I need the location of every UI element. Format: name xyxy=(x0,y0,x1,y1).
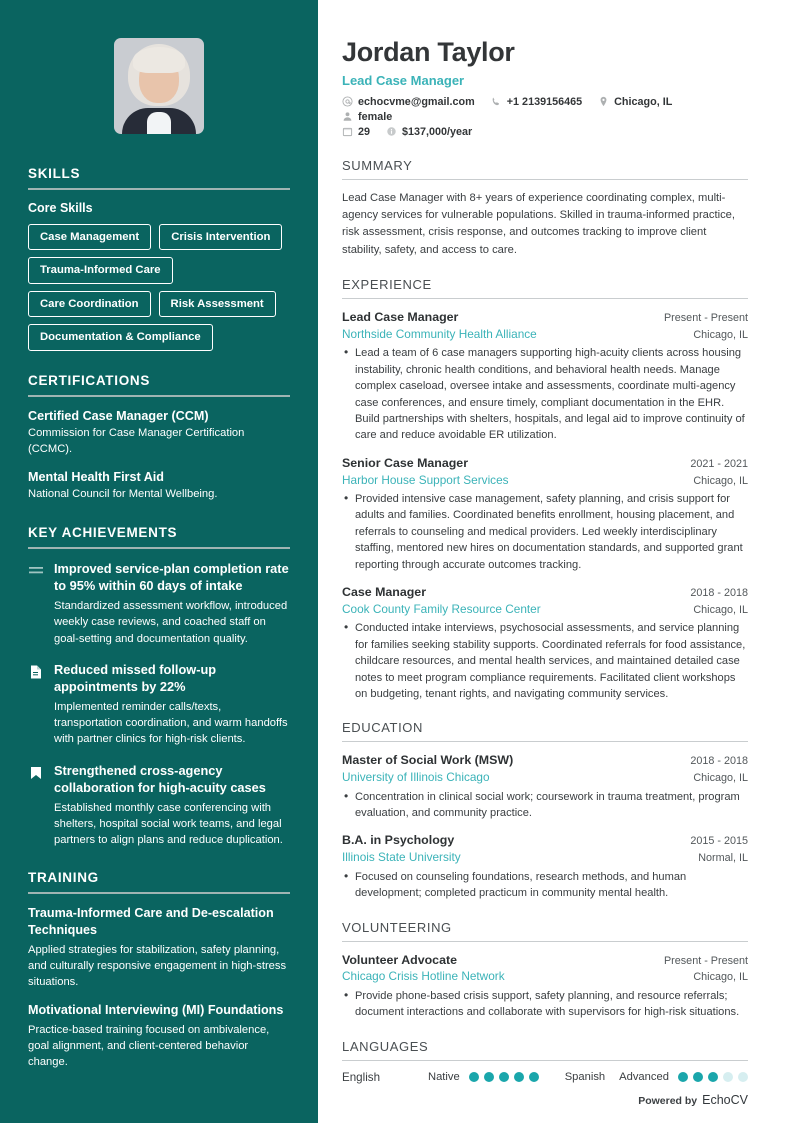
entry-location: Chicago, IL xyxy=(693,603,748,616)
rating-dot xyxy=(738,1072,748,1082)
education-section xyxy=(342,720,748,901)
skills-tag-list xyxy=(28,224,290,351)
entry-bullet: • Focused on counseling foundations, research methods, and human development; completed practicum in community mental health. xyxy=(342,869,748,902)
entry-date: 2021 - 2021 xyxy=(690,457,748,470)
language-level: Native xyxy=(428,1071,460,1084)
training-item xyxy=(28,905,290,990)
achievement-title: Improved service-plan completion rate to 95% within 60 days of intake xyxy=(54,561,289,594)
certification-item xyxy=(28,408,290,458)
experience-divider xyxy=(342,298,748,299)
volunteering-heading: VOLUNTEERING xyxy=(342,919,452,935)
entry-bullets xyxy=(342,869,748,902)
achievement-description: Implemented reminder calls/texts, transportation coordination, and warm handoffs with partner clinics for high-risk clients. xyxy=(54,700,288,746)
email-icon xyxy=(342,96,353,107)
certifications-divider xyxy=(28,395,290,397)
bookmark-icon xyxy=(28,762,44,849)
volunteering-divider xyxy=(342,941,748,942)
entry-title: Case Manager xyxy=(342,585,427,600)
training-item xyxy=(28,1002,290,1070)
languages-divider xyxy=(342,1060,748,1061)
entry-bullet: • Concentration in clinical social work; coursework in trauma treatment, program evaluation, and community practice. xyxy=(342,789,748,822)
volunteering-section xyxy=(342,920,748,1021)
key-achievements-section xyxy=(28,525,290,848)
entry-bullet: • Conducted intake interviews, psychosocial assessments, and service planning for families seeking stability supports. Coordinated referrals for food assistance, childcare resources, and mental health services, and maintained detailed case notes to meet program compliance requirements. Facilitated client workshops on budgeting, tenant rights, and navigating community services. xyxy=(342,620,748,702)
language-level: Advanced xyxy=(619,1071,669,1084)
entry-subheader xyxy=(342,849,748,866)
language-rating-dots xyxy=(469,1072,539,1082)
training-divider xyxy=(28,892,290,894)
skill-tag: Case Management xyxy=(28,224,151,250)
entry-header xyxy=(342,952,748,969)
phone-icon xyxy=(491,96,502,107)
entry-location: Chicago, IL xyxy=(693,328,748,341)
entry-header xyxy=(342,584,748,601)
skills-divider xyxy=(28,188,290,190)
experience-section xyxy=(342,277,748,702)
entry-subheader xyxy=(342,601,748,618)
achievement-item xyxy=(28,762,290,849)
skills-section xyxy=(28,166,290,351)
entry-location: Normal, IL xyxy=(698,852,748,865)
training-description: Practice-based training focused on ambivalence, goal alignment, and client-centered behavior change. xyxy=(28,1023,270,1069)
education-entry xyxy=(342,752,748,821)
entry-bullets xyxy=(342,491,748,573)
entry-organization: Northside Community Health Alliance xyxy=(342,326,537,341)
entry-location: Chicago, IL xyxy=(693,474,748,487)
photo-fringe xyxy=(133,47,185,73)
contact-email[interactable] xyxy=(342,96,475,108)
experience-entry xyxy=(342,455,748,573)
entry-bullets xyxy=(342,345,748,443)
skill-tag: Documentation & Compliance xyxy=(28,324,213,350)
education-divider xyxy=(342,741,748,742)
entry-title: Master of Social Work (MSW) xyxy=(342,753,514,768)
achievement-body xyxy=(54,661,290,748)
key-achievements-divider xyxy=(28,547,290,549)
achievement-title: Reduced missed follow-up appointments by 22% xyxy=(54,661,217,694)
certification-name: Mental Health First Aid xyxy=(28,469,164,484)
contact-salary-text: $137,000/year xyxy=(402,125,473,138)
entry-bullets xyxy=(342,988,748,1021)
entry-subheader xyxy=(342,968,748,985)
contact-age xyxy=(342,126,370,138)
entry-bullets xyxy=(342,789,748,822)
contact-gender xyxy=(342,111,392,123)
achievement-description: Established monthly case conferencing with shelters, hospital social work teams, and legal partners to align plans and reduce duplication. xyxy=(54,801,283,847)
training-heading: TRAINING xyxy=(28,870,99,886)
entry-bullet: • Provide phone-based crisis support, safety planning, and resource referrals; document interactions and collaborate with supervisors for high-risk situations. xyxy=(342,988,748,1021)
languages-heading: LANGUAGES xyxy=(342,1038,429,1054)
rating-dot xyxy=(693,1072,703,1082)
summary-heading: SUMMARY xyxy=(342,157,413,173)
entry-subheader xyxy=(342,472,748,489)
contact-row-primary xyxy=(342,96,748,123)
education-heading: EDUCATION xyxy=(342,720,423,736)
lines-icon xyxy=(28,560,44,647)
entry-date: Present - Present xyxy=(663,312,748,325)
certification-name: Certified Case Manager (CCM) xyxy=(28,408,209,423)
training-name: Trauma-Informed Care and De-escalation Techniques xyxy=(28,906,274,937)
entry-header xyxy=(342,455,748,472)
entry-subheader xyxy=(342,326,748,343)
achievement-body xyxy=(54,560,290,647)
achievement-body xyxy=(54,762,290,849)
volunteering-entry xyxy=(342,952,748,1021)
experience-entry xyxy=(342,584,748,702)
entry-organization: Cook County Family Resource Center xyxy=(342,601,541,616)
entry-header xyxy=(342,309,748,326)
training-name: Motivational Interviewing (MI) Foundations xyxy=(28,1003,284,1018)
contact-salary xyxy=(386,126,472,138)
certification-item xyxy=(28,469,290,503)
entry-header xyxy=(342,832,748,849)
certifications-heading: CERTIFICATIONS xyxy=(28,372,151,388)
contact-gender-text: female xyxy=(358,110,393,123)
achievement-item xyxy=(28,560,290,647)
language-item xyxy=(565,1071,748,1083)
photo-shirt xyxy=(147,112,171,134)
entry-bullet: • Lead a team of 6 case managers supporting high-acuity clients across housing instability, chronic health conditions, and behavioral health needs. Manage complex caseload, oversee intake and assessments, coordinate multi-agency case conferences, and ensure timely, compliant documentation in the EHR. Build partnerships with shelters, hospitals, and legal aid to improve continuity of care and reduce avoidable ER utilization. xyxy=(342,345,748,443)
skill-tag: Trauma-Informed Care xyxy=(28,257,173,283)
experience-entry xyxy=(342,309,748,444)
skills-subheading: Core Skills xyxy=(28,201,93,215)
avatar-container xyxy=(28,38,290,134)
footer-brand: EchoCV xyxy=(702,1093,748,1107)
entry-organization: University of Illinois Chicago xyxy=(342,770,490,785)
skill-tag: Crisis Intervention xyxy=(159,224,282,250)
entry-subheader xyxy=(342,769,748,786)
language-item xyxy=(342,1071,539,1084)
entry-organization: Chicago Crisis Hotline Network xyxy=(342,969,505,984)
info-icon xyxy=(386,126,397,137)
language-name: Spanish xyxy=(564,1071,606,1084)
summary-section xyxy=(342,158,748,259)
person-icon xyxy=(342,111,353,122)
rating-dot xyxy=(529,1072,539,1082)
rating-dot xyxy=(499,1072,509,1082)
location-icon xyxy=(598,96,609,107)
entry-title: Senior Case Manager xyxy=(342,455,469,470)
rating-dot xyxy=(484,1072,494,1082)
training-description: Applied strategies for stabilization, safety planning, and culturally responsive engagement in high-stress situations. xyxy=(28,943,287,989)
entry-bullets xyxy=(342,620,748,702)
entry-location: Chicago, IL xyxy=(693,772,748,785)
sidebar xyxy=(0,0,318,1123)
certifications-section xyxy=(28,373,290,503)
entry-bullet: • Provided intensive case management, safety planning, and crisis support for adults and families. Coordinated benefits enrollment, housing placement, and referrals to counseling and medical providers. Led weekly interdisciplinary staffing, mentored new hires on documentation standards, and supported grant reporting through accurate outcomes tracking. xyxy=(342,491,748,573)
training-section xyxy=(28,870,290,1070)
rating-dot xyxy=(708,1072,718,1082)
contact-location xyxy=(598,96,672,108)
portrait-photo xyxy=(114,38,204,134)
contact-location-text: Chicago, IL xyxy=(614,95,673,108)
summary-text: Lead Case Manager with 8+ years of experience coordinating complex, multi-agency services for vulnerable populations. Skilled in trauma-informed practice, risk assessment, crisis response, and outcomes tracking to improve client stability, safety, and access to care. xyxy=(342,191,735,256)
skill-tag: Risk Assessment xyxy=(159,291,276,317)
main-column xyxy=(318,0,794,1123)
skill-tag: Care Coordination xyxy=(28,291,151,317)
languages-section xyxy=(342,1039,748,1084)
contact-age-text: 29 xyxy=(358,125,371,138)
entry-date: 2018 - 2018 xyxy=(690,755,748,768)
contact-phone[interactable] xyxy=(491,96,582,108)
rating-dot xyxy=(678,1072,688,1082)
contact-email-text: echocvme@gmail.com xyxy=(358,95,475,108)
document-icon xyxy=(28,661,44,748)
skills-heading: SKILLS xyxy=(28,166,81,181)
contact-phone-text: +1 2139156465 xyxy=(506,95,583,108)
job-role: Lead Case Manager xyxy=(342,72,465,88)
entry-date: 2015 - 2015 xyxy=(690,835,748,848)
footer xyxy=(638,1093,748,1107)
language-name: English xyxy=(342,1070,381,1084)
entry-organization: Illinois State University xyxy=(342,850,461,865)
entry-date: 2018 - 2018 xyxy=(690,587,748,600)
education-entry xyxy=(342,832,748,901)
achievement-description: Standardized assessment workflow, introduced weekly case reviews, and coached staff on goal-setting and documentation quality. xyxy=(54,600,288,645)
certification-issuer: National Council for Mental Wellbeing. xyxy=(28,488,218,501)
calendar-icon xyxy=(342,126,353,137)
footer-powered-by: Powered by xyxy=(638,1095,698,1107)
language-rating-dots xyxy=(678,1072,748,1082)
entry-organization: Harbor House Support Services xyxy=(342,472,509,487)
entry-location: Chicago, IL xyxy=(693,971,748,984)
entry-title: B.A. in Psychology xyxy=(342,833,455,848)
languages-row xyxy=(342,1071,748,1084)
rating-dot xyxy=(514,1072,524,1082)
contact-row-secondary xyxy=(342,126,748,138)
achievement-title: Strengthened cross-agency collaboration for high-acuity cases xyxy=(54,762,266,795)
rating-dot xyxy=(469,1072,479,1082)
entry-header xyxy=(342,752,748,769)
contact-info xyxy=(342,96,748,138)
rating-dot xyxy=(723,1072,733,1082)
certification-issuer: Commission for Case Manager Certification (CCMC). xyxy=(28,427,245,455)
page-title: Jordan Taylor xyxy=(342,37,515,67)
achievement-item xyxy=(28,661,290,748)
experience-heading: EXPERIENCE xyxy=(342,277,432,293)
entry-date: Present - Present xyxy=(663,954,748,967)
key-achievements-heading: KEY ACHIEVEMENTS xyxy=(28,525,178,541)
entry-title: Lead Case Manager xyxy=(342,310,459,325)
summary-divider xyxy=(342,179,748,180)
entry-title: Volunteer Advocate xyxy=(342,952,457,967)
